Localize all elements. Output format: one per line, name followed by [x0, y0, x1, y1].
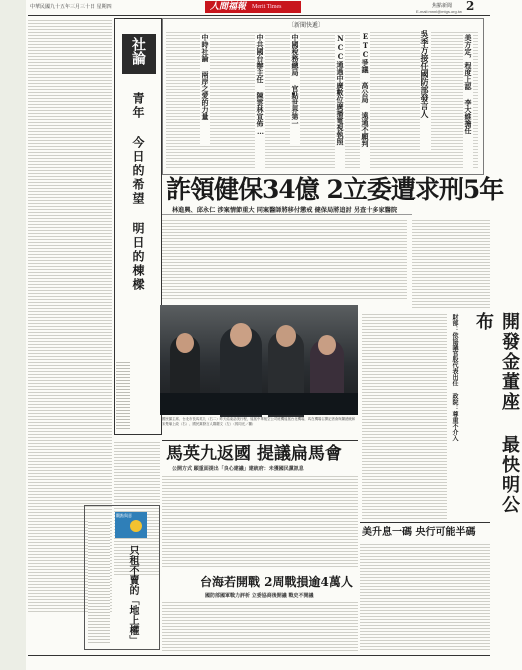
photo-caption: 國民黨主席、台北市長馬英九（右二）昨天結束訪美行程，返抵中華航空公司班機返抵台北機場，馬在機場召開記者會與陳總統和宋楚瑜上政（右）、國民黨發言人鄭麗文（左）（郭同光／攝） [162, 417, 356, 426]
column-body [88, 520, 110, 645]
news-photo [160, 305, 358, 415]
right-story-body [362, 312, 447, 520]
ma-subhead: 公開方式 願重面提出「良心建議」建統府：未獲國民黨訊息 [172, 466, 304, 472]
ma-story-body [162, 474, 358, 569]
table [160, 393, 358, 415]
lead-rule [162, 214, 412, 215]
person [176, 333, 194, 353]
brand-name: 人間福報 [210, 2, 247, 12]
editorial-tag-label: 社論 [130, 37, 146, 65]
brand-name-en: Merit Times [252, 4, 282, 10]
news-flash-label: 〔新聞快遞〕 [288, 22, 325, 29]
masthead-divider [28, 15, 490, 16]
news-flash-body [166, 30, 478, 170]
scan-edge [0, 0, 26, 670]
right-top-body [412, 218, 490, 308]
right-story-subhead: 財部：依協議官股代表出任 政院：尊重不介入 [451, 314, 458, 441]
news-flash-item: 吳季方接任國防部發言人 [420, 30, 431, 150]
news-flash-item: ETC爭議 高公局 遠通不願判 [360, 32, 370, 172]
news-flash-item: 美方定，程度上認 李大維擔任 [463, 34, 473, 170]
right-story-headline: 開發金董座 最快明公布 [473, 312, 520, 515]
war-headline: 台海若開戰 2周戰損逾4萬人 [200, 575, 353, 589]
masthead [0, 0, 500, 14]
page-number: 2 [466, 0, 475, 13]
lead-subhead: 林進興、邱永仁 涉案情節重大 同案醫師將移付懲戒 健保局將追討 另查十多家醫院 [172, 207, 398, 214]
column-logo-sun [130, 520, 142, 532]
fed-rule [360, 522, 490, 523]
news-flash-item: 中共國台辦主任 陳雲林宣佈… [255, 34, 265, 170]
editorial-headline: 青年 今日的希望 明日的棟樑 [131, 92, 145, 292]
ma-rule [162, 440, 358, 441]
person [318, 335, 336, 355]
section-name: 焦點新聞 [432, 3, 453, 9]
fed-headline: 美升息一碼 央行可能半碼 [362, 527, 476, 538]
lead-story-body [162, 218, 407, 300]
column-headline: 只租不賣的「地上權」 [127, 545, 138, 645]
news-flash-item: 中國稅務總局 官點世界第一 [290, 34, 300, 144]
ma-headline: 馬英九返國 提議扁馬會 [166, 444, 342, 464]
news-flash-item: 中時社論 兩岸之愛的力量 [200, 34, 210, 144]
editorial-body [116, 360, 130, 430]
date-line: 中華民國九十五年三月三十日 星期四 [30, 4, 112, 10]
lead-headline: 詐領健保34億 2立委遭求刑5年 [166, 175, 504, 204]
person [276, 325, 296, 347]
person [230, 323, 252, 347]
news-flash-item: NCC通過中廣數位廣播電視執照 [335, 34, 345, 172]
email: E-mail:mnnl@mtgs.org.tw [416, 9, 462, 14]
war-story-body [162, 600, 358, 652]
page-bottom-rule [28, 655, 490, 656]
war-subhead: 國防部國軍戰力評析 立委協商後開議 戰史不開議 [205, 593, 314, 599]
fed-story-body [360, 542, 490, 652]
column-header: 觀點與意 [116, 513, 132, 518]
